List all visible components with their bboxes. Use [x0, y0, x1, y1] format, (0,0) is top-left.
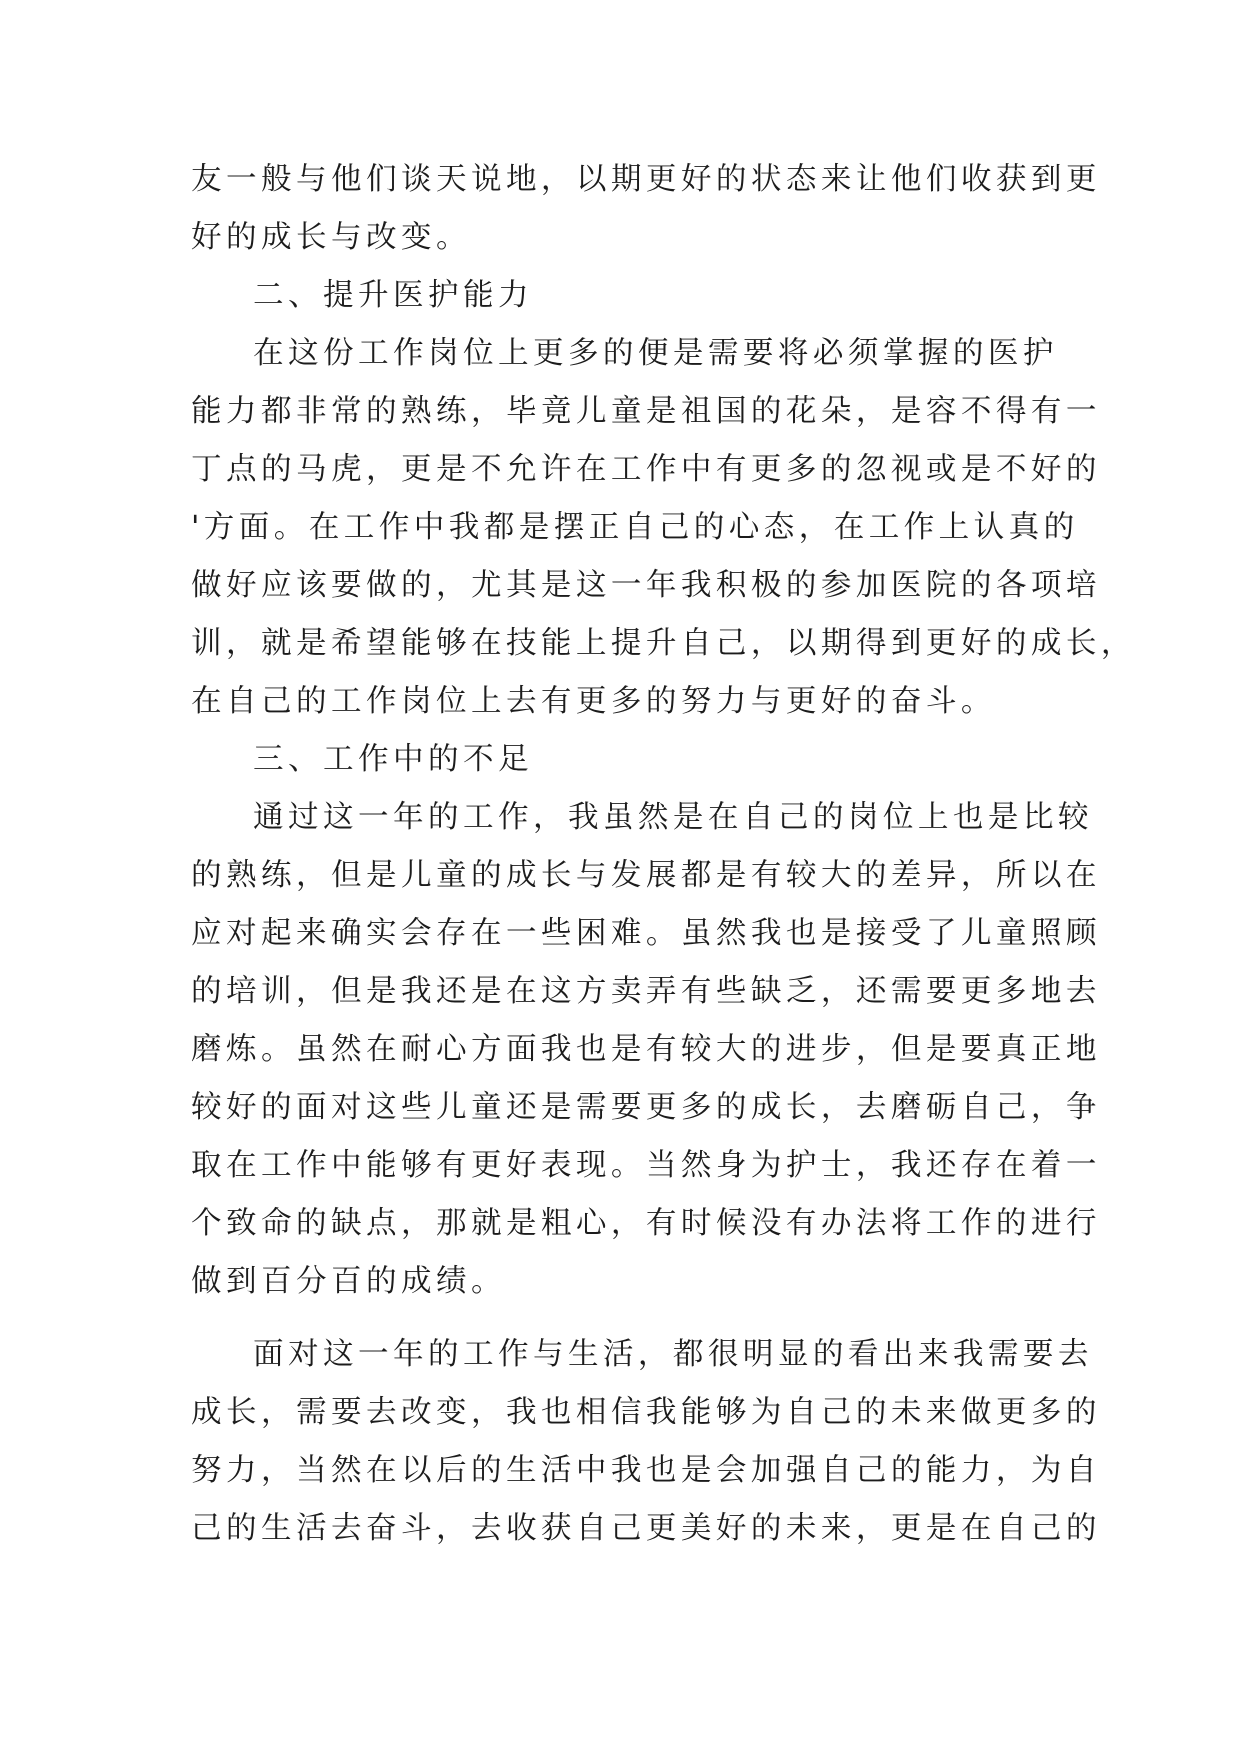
text-line: '方面。在工作中我都是摆正自己的心态，在工作上认真的: [191, 510, 1079, 545]
text-line: 在自己的工作岗位上去有更多的努力与更好的奋斗。: [191, 684, 996, 719]
text-line: 较好的面对这些儿童还是需要更多的成长，去磨砺自己，争: [191, 1090, 1101, 1125]
paragraph-first-line: 面对这一年的工作与生活，都很明显的看出来我需要去: [253, 1337, 1093, 1372]
text-line: 友一般与他们谈天说地，以期更好的状态来让他们收获到更: [191, 162, 1101, 197]
text-line: 的培训，但是我还是在这方卖弄有些缺乏，还需要更多地去: [191, 974, 1101, 1009]
section-heading: 三、工作中的不足: [253, 742, 533, 777]
text-line: 能力都非常的熟练，毕竟儿童是祖国的花朵，是容不得有一: [191, 394, 1101, 429]
text-line: 取在工作中能够有更好表现。当然身为护士，我还存在着一: [191, 1148, 1101, 1183]
text-line: 成长，需要去改变，我也相信我能够为自己的未来做更多的: [191, 1395, 1101, 1430]
text-line: 丁点的马虎，更是不允许在工作中有更多的忽视或是不好的: [191, 452, 1101, 487]
text-line: 的熟练，但是儿童的成长与发展都是有较大的差异，所以在: [191, 858, 1101, 893]
text-line: 己的生活去奋斗，去收获自己更美好的未来，更是在自己的: [191, 1511, 1101, 1546]
text-line: 应对起来确实会存在一些困难。虽然我也是接受了儿童照顾: [191, 916, 1101, 951]
text-line: 个致命的缺点，那就是粗心，有时候没有办法将工作的进行: [191, 1206, 1101, 1241]
document-body: [191, 151, 1136, 1558]
text-line: 磨炼。虽然在耐心方面我也是有较大的进步，但是要真正地: [191, 1032, 1101, 1067]
text-line: 努力，当然在以后的生活中我也是会加强自己的能力，为自: [191, 1453, 1101, 1488]
text-line: 训，就是希望能够在技能上提升自己，以期得到更好的成长，: [191, 626, 1136, 661]
section-heading: 二、提升医护能力: [253, 278, 533, 313]
paragraph-first-line: 通过这一年的工作，我虽然是在自己的岗位上也是比较: [253, 800, 1093, 835]
paragraph-gap: [191, 1311, 1053, 1326]
text-line: 做到百分百的成绩。: [191, 1264, 506, 1299]
text-line: 好的成长与改变。: [191, 220, 471, 255]
text-line: 做好应该要做的，尤其是这一年我积极的参加医院的各项培: [191, 568, 1101, 603]
paragraph-first-line: 在这份工作岗位上更多的便是需要将必须掌握的医护: [253, 336, 1058, 371]
